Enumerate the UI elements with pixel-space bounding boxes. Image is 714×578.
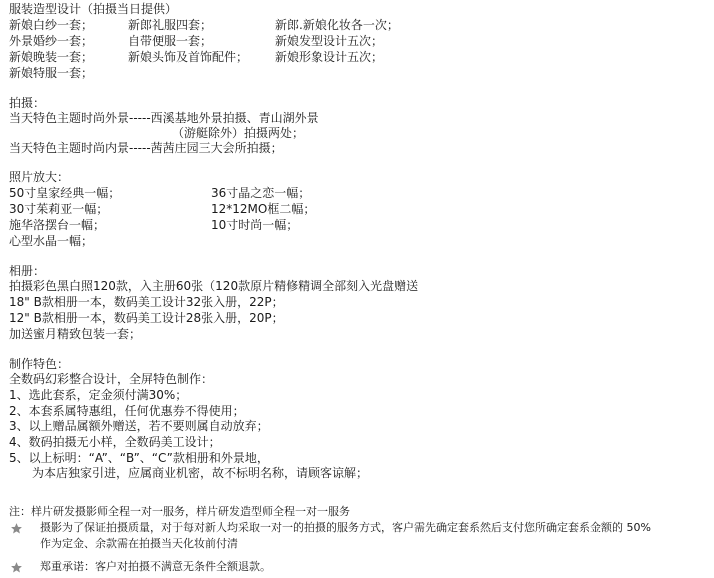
service-item: 外景婚纱一套； (9, 34, 94, 48)
enlarge-item: 36寸晶之恋一幅； (211, 186, 311, 200)
features-line: 3、以上赠品属额外赠送，若不要则属自动放弃； (9, 419, 269, 433)
album-line: 18" B款相册一本，数码美工设计32张入册，22P； (9, 295, 284, 309)
album-line: 加送蜜月精致包装一套； (9, 327, 142, 341)
shoot-line: 当天特色主题时尚外景-----西溪基地外景拍摄、青山湖外景 (9, 111, 319, 125)
features-line: 为本店独家引进，应属商业机密，故不标明名称，请顾客谅解； (32, 466, 369, 480)
service-title: 服装造型设计（拍摄当日提供） (9, 2, 178, 16)
service-item: 新娘晚装一套； (9, 50, 94, 64)
album-line: 拍摄彩色黑白照120款，入主册60张（120款原片精修精调全部刻入光盘赠送 (9, 279, 419, 293)
enlarge-item: 30寸茱莉亚一幅； (9, 202, 109, 216)
enlarge-title: 照片放大： (9, 170, 70, 184)
enlarge-item: 12*12MO框二幅； (211, 202, 316, 216)
service-item: 新娘白纱一套； (9, 18, 94, 32)
shoot-line: （游艇除外）拍摄两处； (172, 126, 305, 140)
album-line: 12" B款相册一本，数码美工设计28张入册，20P； (9, 311, 284, 325)
service-item: 新郎礼服四套； (128, 18, 213, 32)
note-line: 注：样片研发摄影师全程一对一服务，样片研发造型师全程一对一服务 (9, 505, 350, 518)
service-item: 新娘形象设计五次； (275, 50, 384, 64)
enlarge-item: 50寸皇家经典一幅； (9, 186, 121, 200)
features-line: 全数码幻彩整合设计，全屏特色制作： (9, 372, 214, 386)
album-title: 相册： (9, 264, 46, 278)
service-item: 新娘头饰及首饰配件； (128, 50, 249, 64)
promise-line: 郑重承诺：客户对拍摄不满意无条件全额退款。 (40, 560, 271, 573)
star-icon-shape (11, 562, 22, 572)
service-item: 新娘特服一套； (9, 66, 94, 80)
shoot-title: 拍摄： (9, 96, 46, 110)
features-title: 制作特色： (9, 357, 70, 371)
features-line: 1、选此套系，定金须付满30%； (9, 388, 188, 402)
features-line: 4、数码拍摄无小样，全数码美工设计； (9, 435, 221, 449)
deposit-note-line: 作为定金、余款需在拍摄当天化妆前付清 (40, 537, 238, 550)
service-item: 新郎.新娘化妆各一次； (275, 18, 399, 32)
service-item: 自带便服一套； (128, 34, 213, 48)
service-item: 新娘发型设计五次； (275, 34, 384, 48)
star-icon (10, 561, 23, 574)
enlarge-item: 心型水晶一幅； (9, 234, 94, 248)
shoot-line: 当天特色主题时尚内景-----茜茜庄园三大会所拍摄； (9, 141, 283, 155)
deposit-note-line: 摄影为了保证拍摄质量，对于每对新人均采取一对一的拍摄的服务方式，客户需先确定套系然后支付您所确定套系金额的 50% (40, 521, 651, 534)
features-line: 5、以上标明：“A”、“B”、“C”款相册和外景地， (9, 451, 269, 465)
star-icon-shape (11, 523, 22, 533)
features-line: 2、本套系属特惠组，任何优惠券不得使用； (9, 404, 245, 418)
enlarge-item: 10寸时尚一幅； (211, 218, 299, 232)
enlarge-item: 施华洛摆台一幅； (9, 218, 106, 232)
star-icon (10, 522, 23, 535)
